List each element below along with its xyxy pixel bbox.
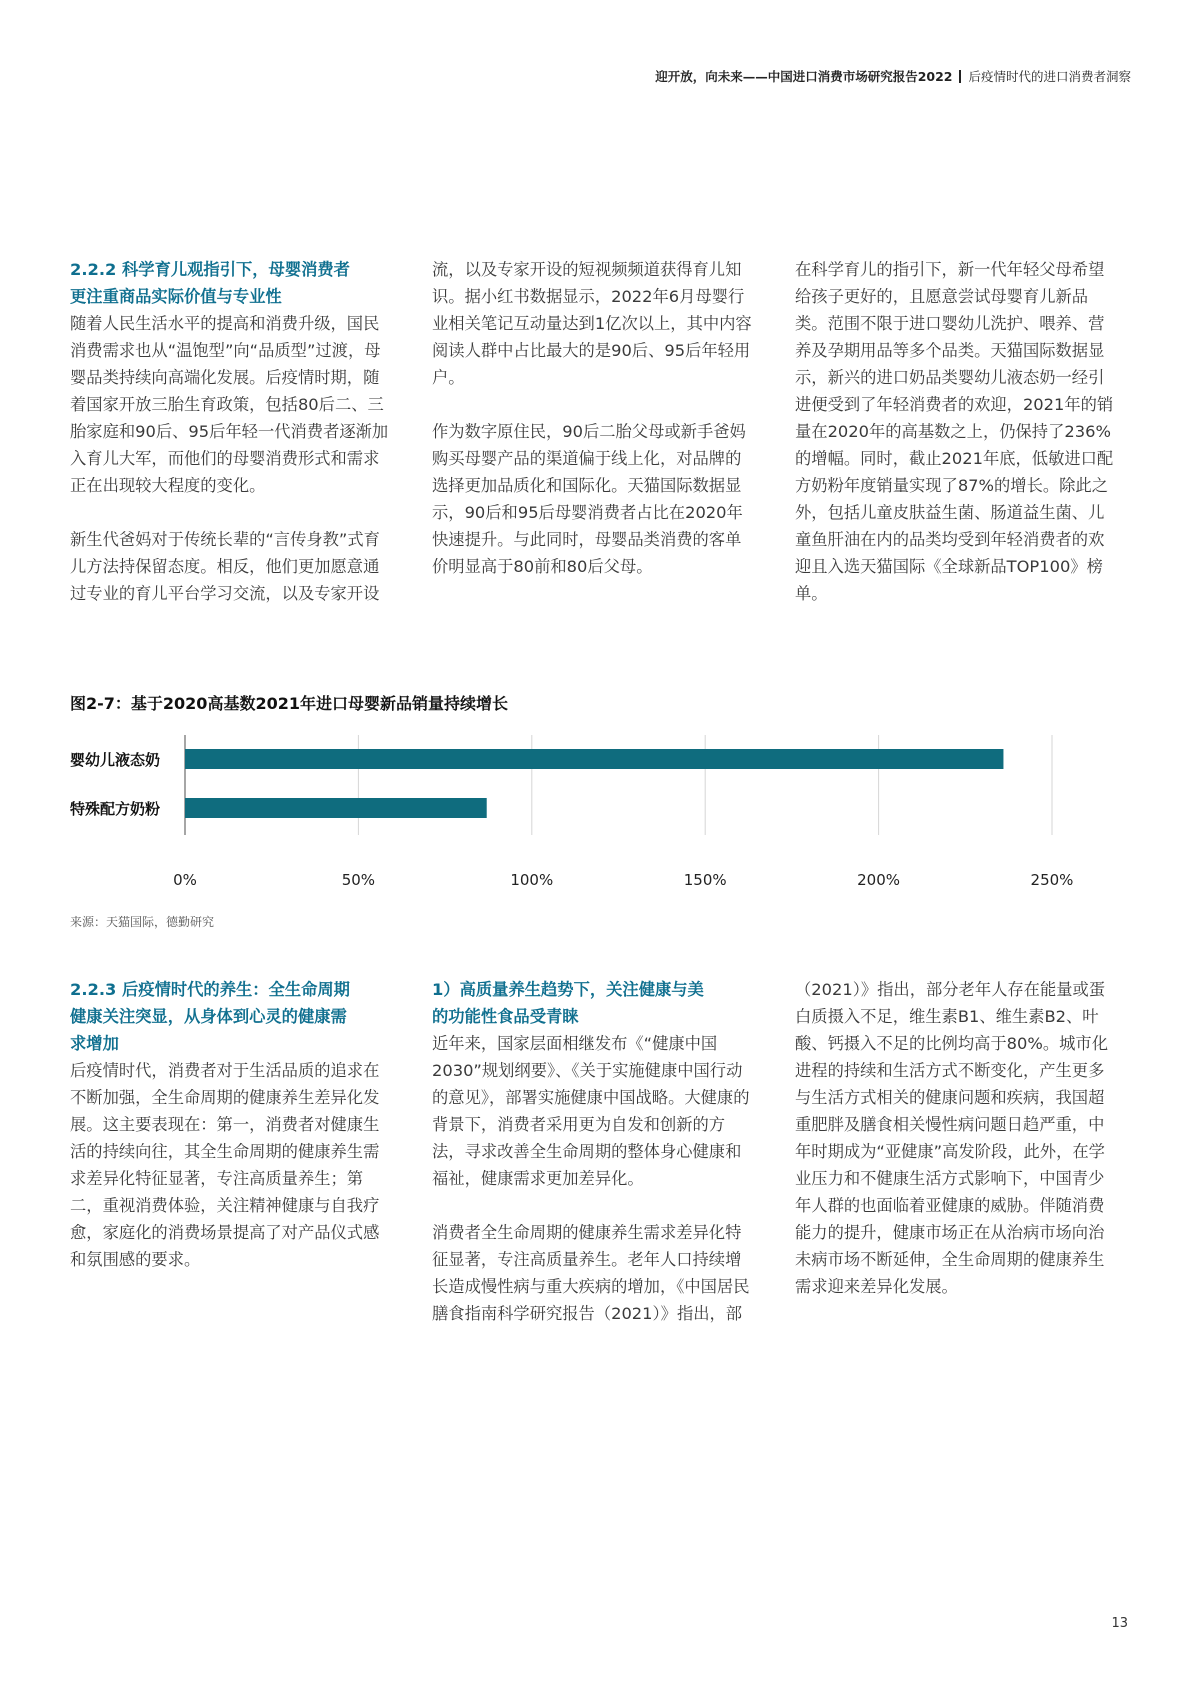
x-tick-label-2: 100%	[510, 871, 554, 889]
section-223-paragraph-1: 后疫情时代，消费者对于生活品质的追求在不断加强，全生命周期的健康养生差异化发展。这主要表现在：第一，消费者对健康生活的持续向往，其全生命周期的健康养生需求差异化特征显著，专注高质量养生；第二，重视消费体验，关注精神健康与自我疗愈，家庭化的消费场景提高了对产品仪式感和氛围感的要求。	[70, 1061, 380, 1269]
section-223-column	[70, 976, 393, 1273]
page-number: 13	[1111, 1616, 1128, 1631]
chart-canvas	[60, 735, 1120, 895]
section-222-column-2	[432, 256, 755, 580]
section-223-title-line-1: 2.2.3 后疫情时代的养生：全生命周期	[70, 980, 350, 999]
report-subtitle: 后疫情时代的进口消费者洞察	[968, 69, 1131, 84]
section-222-paragraph-2: 新生代爸妈对于传统长辈的“言传身教”式育儿方法持保留态度。相反，他们更加愿意通过专业的育儿平台学习交流，以及专家开设	[70, 530, 380, 603]
section-222-paragraph-4: 在科学育儿的指引下，新一代年轻父母希望给孩子更好的，且愿意尝试母婴育儿新品类。范围不限于进口婴幼儿洗护、喂养、营养及孕期用品等多个品类。天猫国际数据显示，新兴的进口奶品类婴幼儿液态奶一经引进便受到了年轻消费者的欢迎，2021年的销量在2020年的高基数之上，仍保持了236%的增幅。同时，截止2021年底，低敏进口配方奶粉年度销量实现了87%的增长。除此之外，包括儿童皮肤益生菌、肠道益生菌、儿童鱼肝油在内的品类均受到年轻消费者的欢迎且入选天猫国际《全球新品TOP100》榜单。	[795, 260, 1114, 603]
category-label-1: 特殊配方奶粉	[70, 800, 161, 818]
subsection-1-paragraph-2-continued: （2021）》指出，部分老年人存在能量或蛋白质摄入不足，维生素B1、维生素B2、叶酸、钙摄入不足的比例均高于80%。城市化进程的持续和生活方式不断变化，产生更多与生活方式相关的健康问题和疾病，我国超重肥胖及膳食相关慢性病问题日趋严重，中年时期成为“亚健康”高发阶段，此外，在学业压力和不健康生活方式影响下，中国青少年人群的也面临着亚健康的威胁。伴随消费能力的提升，健康市场正在从治病市场向治未病市场不断延伸，全生命周期的健康养生需求迎来差异化发展。	[795, 980, 1108, 1296]
subsection-1-title-line-1: 1）高质量养生趋势下，关注健康与美	[432, 980, 704, 999]
subsection-1-column	[432, 976, 755, 1327]
section-222-title-line-2: 更注重商品实际价值与专业性	[70, 287, 282, 306]
bar-0	[185, 749, 1003, 769]
x-tick-label-3: 150%	[683, 871, 727, 889]
x-tick-label-5: 250%	[1030, 871, 1074, 889]
section-222-column-3	[795, 256, 1118, 607]
section-222-paragraph-2-continued: 流，以及专家开设的短视频频道获得育儿知识。据小红书数据显示，2022年6月母婴行业相关笔记互动量达到1亿次以上，其中内容阅读人群中占比最大的是90后、95后年轻用户。	[432, 260, 752, 387]
section-223-title-line-3: 求增加	[70, 1034, 119, 1053]
subsection-1-paragraph-1: 近年来，国家层面相继发布《“健康中国2030”规划纲要》、《关于实施健康中国行动的意见》，部署实施健康中国战略。大健康的背景下，消费者采用更为自发和创新的方法，寻求改善全生命周期的整体身心健康和福祉，健康需求更加差异化。	[432, 1034, 750, 1188]
category-label-0: 婴幼儿液态奶	[70, 751, 161, 769]
bar-1	[185, 798, 487, 818]
sales-growth-chart	[60, 735, 1120, 899]
header-divider	[959, 70, 961, 83]
x-tick-label-0: 0%	[173, 871, 197, 889]
section-222-column-1	[70, 256, 393, 607]
report-title: 迎开放，向未来——中国进口消费市场研究报告2022	[655, 69, 953, 84]
figure-source: 来源：天猫国际，德勤研究	[70, 915, 215, 929]
subsection-1-paragraph-2: 消费者全生命周期的健康养生需求差异化特征显著，专注高质量养生。老年人口持续增长造成慢性病与重大疾病的增加，《中国居民膳食指南科学研究报告（2021）》指出，部	[432, 1223, 750, 1323]
x-tick-label-4: 200%	[857, 871, 901, 889]
section-222-title-line-1: 2.2.2 科学育儿观指引下，母婴消费者	[70, 260, 350, 279]
figure-title: 图2-7：基于2020高基数2021年进口母婴新品销量持续增长	[70, 694, 508, 713]
section-223-title-line-2: 健康关注突显，从身体到心灵的健康需	[70, 1007, 347, 1026]
x-tick-label-1: 50%	[341, 871, 376, 889]
page-header	[655, 67, 1131, 85]
section-222-paragraph-3: 作为数字原住民，90后二胎父母或新手爸妈购买母婴产品的渠道偏于线上化，对品牌的选择更加品质化和国际化。天猫国际数据显示，90后和95后母婴消费者占比在2020年快速提升。与此同时，母婴品类消费的客单价明显高于80前和80后父母。	[432, 422, 746, 576]
subsection-1-title-line-2: 的功能性食品受青睐	[432, 1007, 579, 1026]
section-222-paragraph-1: 随着人民生活水平的提高和消费升级，国民消费需求也从“温饱型”向“品质型”过渡，母婴品类持续向高端化发展。后疫情时期，随着国家开放三胎生育政策，包括80后二、三胎家庭和90后、95后年轻一代消费者逐渐加入育儿大军，而他们的母婴消费形式和需求正在出现较大程度的变化。	[70, 314, 389, 495]
subsection-1-column-continued	[795, 976, 1118, 1300]
